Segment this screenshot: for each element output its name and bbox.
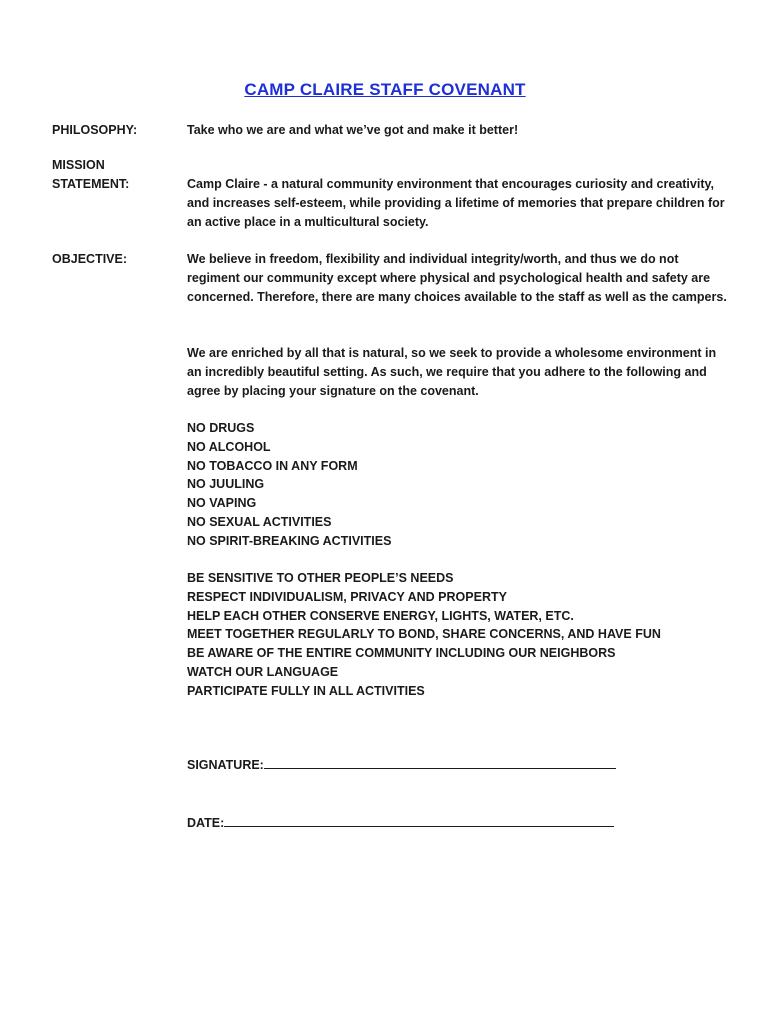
list-item: HELP EACH OTHER CONSERVE ENERGY, LIGHTS, WATER, ETC. (187, 608, 574, 623)
philosophy-text: Take who we are and what we’ve got and make it better! (187, 123, 519, 137)
expectations-list (187, 569, 661, 701)
prohibitions-list (187, 419, 391, 551)
list-item: RESPECT INDIVIDUALISM, PRIVACY AND PROPERTY (187, 589, 507, 604)
list-item: MEET TOGETHER REGULARLY TO BOND, SHARE CONCERNS, AND HAVE FUN (187, 627, 661, 642)
list-item: NO SPIRIT-BREAKING ACTIVITIES (187, 533, 392, 548)
list-item: WATCH OUR LANGUAGE (187, 664, 339, 679)
mission-text: Camp Claire - a natural community environment that encourages curiosity and creativity, and increases self-esteem, while providing a lifetime of memories that prepare children for an active place in a multicultural society. (187, 177, 725, 229)
signature-row (187, 756, 727, 775)
list-item: NO VAPING (187, 496, 257, 511)
list-item: PARTICIPATE FULLY IN ALL ACTIVITIES (187, 683, 425, 698)
list-item: NO ALCOHOL (187, 439, 271, 454)
date-row (187, 814, 727, 833)
list-item: NO DRUGS (187, 421, 255, 435)
page-title: CAMP CLAIRE STAFF COVENANT (244, 80, 526, 99)
objective-label: OBJECTIVE: (52, 252, 128, 266)
list-item: BE AWARE OF THE ENTIRE COMMUNITY INCLUDING OUR NEIGHBORS (187, 646, 616, 661)
mission-label-line2: STATEMENT: (52, 177, 130, 191)
objective-paragraph-1: We believe in freedom, flexibility and individual integrity/worth, and thus we do not regiment our community except where physical and psychological health and safety are concerned. Therefore, there are many choices available to the staff as well as the campers. (187, 252, 727, 304)
philosophy-label: PHILOSOPHY: (52, 123, 138, 137)
list-item: NO SEXUAL ACTIVITIES (187, 514, 332, 529)
list-item: BE SENSITIVE TO OTHER PEOPLE’S NEEDS (187, 571, 454, 585)
mission-label-line1: MISSION (52, 158, 105, 172)
signature-field[interactable] (264, 756, 616, 769)
date-field[interactable] (224, 814, 614, 827)
date-label: DATE: (187, 816, 225, 830)
list-item: NO JUULING (187, 477, 265, 492)
list-item: NO TOBACCO IN ANY FORM (187, 458, 358, 473)
objective-paragraph-2: We are enriched by all that is natural, so we seek to provide a wholesome environment in an incredibly beautiful setting. As such, we require that you adhere to the following and agree by placing your signature on the covenant. (187, 346, 717, 398)
signature-label: SIGNATURE: (187, 758, 264, 772)
